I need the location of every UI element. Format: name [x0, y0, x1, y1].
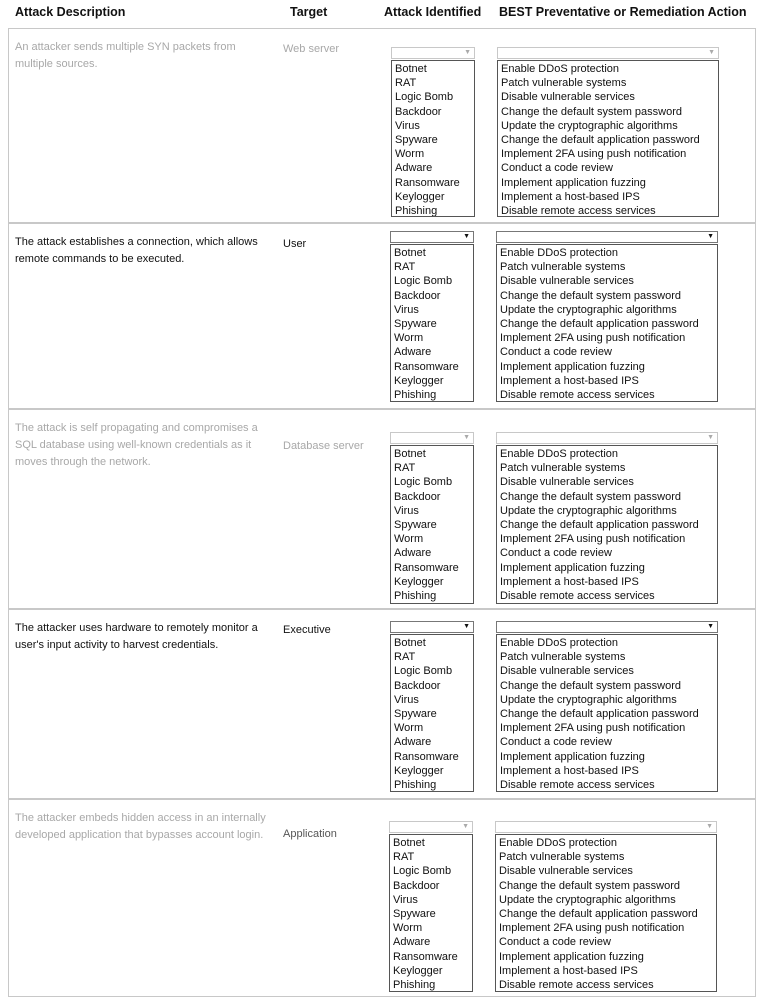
attack-row-application [8, 799, 756, 997]
action-option-disable-services[interactable]: Disable vulnerable services [500, 476, 634, 489]
attack-option-logic-bomb[interactable]: Logic Bomb [393, 865, 452, 878]
attack-option-logic-bomb[interactable]: Logic Bomb [394, 275, 453, 288]
attack-option-botnet[interactable]: Botnet [393, 837, 425, 849]
attack-option-backdoor[interactable]: Backdoor [394, 289, 441, 302]
action-option-app-password[interactable]: Change the default application password [499, 908, 698, 921]
attack-option-worm[interactable]: Worm [394, 533, 424, 546]
action-options-listbox[interactable] [495, 834, 717, 992]
action-option-remote-access[interactable]: Disable remote access services [500, 779, 655, 792]
action-option-2fa[interactable]: Implement 2FA using push notification [500, 533, 686, 546]
attack-option-phishing[interactable]: Phishing [393, 979, 436, 992]
action-option-fuzzing[interactable]: Implement application fuzzing [500, 360, 645, 373]
action-option-app-password[interactable]: Change the default application password [501, 134, 700, 147]
action-option-code-review[interactable]: Conduct a code review [500, 346, 612, 359]
attack-option-logic-bomb[interactable]: Logic Bomb [394, 665, 453, 678]
action-options-listbox[interactable] [496, 244, 718, 402]
action-option-disable-services[interactable]: Disable vulnerable services [500, 275, 634, 288]
attack-row-user [8, 223, 756, 409]
attack-option-botnet[interactable]: Botnet [394, 247, 426, 259]
attack-option-backdoor[interactable]: Backdoor [393, 879, 440, 892]
attack-option-logic-bomb[interactable]: Logic Bomb [395, 91, 454, 104]
action-option-host-ips[interactable]: Implement a host-based IPS [500, 575, 639, 588]
attack-option-botnet[interactable]: Botnet [394, 448, 426, 460]
attack-option-virus[interactable]: Virus [394, 693, 419, 706]
attack-option-rat[interactable]: RAT [395, 77, 417, 90]
attack-option-ransomware[interactable]: Ransomware [394, 750, 459, 763]
action-option-2fa[interactable]: Implement 2FA using push notification [499, 922, 685, 935]
header-target: Target [290, 5, 328, 19]
attack-identified-dropdown[interactable] [389, 821, 473, 833]
table-header [0, 0, 765, 28]
attack-option-adware[interactable]: Adware [393, 936, 431, 949]
action-option-patch[interactable]: Patch vulnerable systems [499, 851, 625, 864]
action-option-ddos[interactable]: Enable DDoS protection [499, 837, 618, 849]
attack-target: Database server [283, 440, 364, 452]
best-action-dropdown[interactable] [496, 621, 718, 633]
action-option-ddos[interactable]: Enable DDoS protection [500, 247, 619, 259]
attack-description: The attack is self propagating and compromises a SQL database using well-known credentials as it moves through the network. [15, 422, 258, 468]
attack-target: Web server [283, 43, 340, 55]
action-options-listbox[interactable] [496, 445, 718, 604]
attack-identified-dropdown[interactable] [391, 47, 475, 59]
action-option-ddos[interactable]: Enable DDoS protection [500, 637, 619, 649]
action-option-system-password[interactable]: Change the default system password [499, 879, 680, 892]
attack-option-adware[interactable]: Adware [394, 736, 432, 749]
attack-options-listbox[interactable] [390, 445, 474, 604]
action-option-disable-services[interactable]: Disable vulnerable services [499, 865, 633, 878]
attack-option-adware[interactable]: Adware [395, 162, 433, 175]
attack-option-rat[interactable]: RAT [394, 462, 416, 475]
attack-row-executive [8, 609, 756, 799]
action-option-2fa[interactable]: Implement 2FA using push notification [501, 148, 687, 161]
attack-option-keylogger[interactable]: Keylogger [393, 964, 443, 977]
attack-option-spyware[interactable]: Spyware [393, 908, 436, 921]
action-option-ddos[interactable]: Enable DDoS protection [500, 448, 619, 460]
action-option-patch[interactable]: Patch vulnerable systems [501, 77, 627, 90]
attack-option-spyware[interactable]: Spyware [394, 708, 437, 721]
attack-target: Executive [283, 624, 331, 636]
attack-option-spyware[interactable]: Spyware [395, 134, 438, 147]
action-option-system-password[interactable]: Change the default system password [500, 490, 681, 503]
action-option-crypto[interactable]: Update the cryptographic algorithms [499, 893, 676, 906]
action-option-disable-services[interactable]: Disable vulnerable services [501, 91, 635, 104]
attack-option-keylogger[interactable]: Keylogger [394, 575, 444, 588]
attack-option-spyware[interactable]: Spyware [394, 519, 437, 532]
attack-option-rat[interactable]: RAT [394, 261, 416, 274]
attack-option-phishing[interactable]: Phishing [394, 389, 437, 402]
attack-option-keylogger[interactable]: Keylogger [394, 374, 444, 387]
action-option-patch[interactable]: Patch vulnerable systems [500, 261, 626, 274]
action-option-app-password[interactable]: Change the default application password [500, 519, 699, 532]
attack-identified-dropdown[interactable] [390, 621, 474, 633]
attack-option-virus[interactable]: Virus [395, 119, 420, 132]
attack-option-keylogger[interactable]: Keylogger [395, 190, 445, 203]
chevron-down-icon: ▼ [464, 49, 471, 56]
action-option-crypto[interactable]: Update the cryptographic algorithms [500, 504, 677, 517]
attack-option-rat[interactable]: RAT [393, 851, 415, 864]
attack-option-botnet[interactable]: Botnet [394, 637, 426, 649]
action-option-system-password[interactable]: Change the default system password [500, 289, 681, 302]
action-option-fuzzing[interactable]: Implement application fuzzing [501, 176, 646, 189]
action-option-crypto[interactable]: Update the cryptographic algorithms [501, 119, 678, 132]
action-option-code-review[interactable]: Conduct a code review [501, 162, 613, 175]
action-option-app-password[interactable]: Change the default application password [500, 318, 699, 331]
action-option-remote-access[interactable]: Disable remote access services [500, 389, 655, 402]
attack-option-ransomware[interactable]: Ransomware [394, 360, 459, 373]
action-option-code-review[interactable]: Conduct a code review [500, 736, 612, 749]
action-option-crypto[interactable]: Update the cryptographic algorithms [500, 303, 677, 316]
attack-option-phishing[interactable]: Phishing [394, 779, 437, 792]
best-action-dropdown[interactable] [496, 231, 718, 243]
action-options-listbox[interactable] [497, 60, 719, 217]
action-option-host-ips[interactable]: Implement a host-based IPS [500, 374, 639, 387]
action-option-ddos[interactable]: Enable DDoS protection [501, 63, 620, 75]
attack-option-phishing[interactable]: Phishing [395, 205, 438, 217]
chevron-down-icon: ▼ [708, 49, 715, 56]
attack-description: An attacker sends multiple SYN packets from multiple sources. [15, 41, 236, 70]
action-option-app-password[interactable]: Change the default application password [500, 708, 699, 721]
action-option-patch[interactable]: Patch vulnerable systems [500, 651, 626, 664]
action-option-fuzzing[interactable]: Implement application fuzzing [499, 950, 644, 963]
chevron-down-icon: ▼ [463, 623, 470, 630]
attack-option-worm[interactable]: Worm [394, 332, 424, 345]
header-attack-description: Attack Description [15, 5, 126, 19]
chevron-down-icon: ▼ [707, 434, 714, 441]
attack-row-database-server [8, 409, 756, 609]
chevron-down-icon: ▼ [462, 823, 469, 830]
best-action-dropdown[interactable] [496, 432, 718, 444]
attack-option-ransomware[interactable]: Ransomware [393, 950, 458, 963]
action-option-2fa[interactable]: Implement 2FA using push notification [500, 722, 686, 735]
header-best-action: BEST Preventative or Remediation Action [499, 5, 747, 19]
action-option-code-review[interactable]: Conduct a code review [500, 547, 612, 560]
attack-identified-dropdown[interactable] [390, 231, 474, 243]
attack-option-phishing[interactable]: Phishing [394, 590, 437, 603]
action-option-host-ips[interactable]: Implement a host-based IPS [501, 190, 640, 203]
header-attack-identified: Attack Identified [384, 5, 482, 19]
action-option-remote-access[interactable]: Disable remote access services [500, 590, 655, 603]
attack-options-listbox[interactable] [390, 244, 474, 402]
action-option-crypto[interactable]: Update the cryptographic algorithms [500, 693, 677, 706]
attack-option-adware[interactable]: Adware [394, 547, 432, 560]
attack-option-adware[interactable]: Adware [394, 346, 432, 359]
attack-option-botnet[interactable]: Botnet [395, 63, 427, 75]
attack-target: Application [283, 828, 337, 840]
attack-row-web-server [8, 28, 756, 223]
attack-option-virus[interactable]: Virus [394, 303, 419, 316]
action-option-host-ips[interactable]: Implement a host-based IPS [499, 964, 638, 977]
attack-option-virus[interactable]: Virus [394, 504, 419, 517]
attack-options-listbox[interactable] [389, 834, 473, 992]
action-option-fuzzing[interactable]: Implement application fuzzing [500, 750, 645, 763]
action-option-2fa[interactable]: Implement 2FA using push notification [500, 332, 686, 345]
attack-option-ransomware[interactable]: Ransomware [394, 561, 459, 574]
action-option-system-password[interactable]: Change the default system password [500, 679, 681, 692]
action-options-listbox[interactable] [496, 634, 718, 792]
action-option-host-ips[interactable]: Implement a host-based IPS [500, 764, 639, 777]
attack-description: The attacker uses hardware to remotely monitor a user's input activity to harvest credentials. [15, 622, 258, 651]
best-action-dropdown[interactable] [495, 821, 717, 833]
attack-option-keylogger[interactable]: Keylogger [394, 764, 444, 777]
attack-option-logic-bomb[interactable]: Logic Bomb [394, 476, 453, 489]
attack-identified-dropdown[interactable] [390, 432, 474, 444]
action-option-fuzzing[interactable]: Implement application fuzzing [500, 561, 645, 574]
attack-option-virus[interactable]: Virus [393, 893, 418, 906]
attack-option-backdoor[interactable]: Backdoor [394, 490, 441, 503]
best-action-dropdown[interactable] [497, 47, 719, 59]
attack-target: User [283, 238, 307, 250]
attack-option-rat[interactable]: RAT [394, 651, 416, 664]
attack-options-listbox[interactable] [390, 634, 474, 792]
chevron-down-icon: ▼ [463, 233, 470, 240]
action-option-code-review[interactable]: Conduct a code review [499, 936, 611, 949]
attack-description: The attack establishes a connection, which allows remote commands to be executed. [15, 236, 258, 265]
action-option-system-password[interactable]: Change the default system password [501, 105, 682, 118]
attack-option-worm[interactable]: Worm [395, 148, 425, 161]
attack-option-spyware[interactable]: Spyware [394, 318, 437, 331]
chevron-down-icon: ▼ [707, 233, 714, 240]
attack-option-worm[interactable]: Worm [394, 722, 424, 735]
attack-option-backdoor[interactable]: Backdoor [395, 105, 442, 118]
attack-option-ransomware[interactable]: Ransomware [395, 176, 460, 189]
attack-option-worm[interactable]: Worm [393, 922, 423, 935]
action-option-patch[interactable]: Patch vulnerable systems [500, 462, 626, 475]
action-option-disable-services[interactable]: Disable vulnerable services [500, 665, 634, 678]
chevron-down-icon: ▼ [706, 823, 713, 830]
action-option-remote-access[interactable]: Disable remote access services [499, 979, 654, 992]
chevron-down-icon: ▼ [463, 434, 470, 441]
attack-options-listbox[interactable] [391, 60, 475, 217]
attack-description: The attacker embeds hidden access in an internally developed application that bypasses account login. [15, 812, 266, 841]
action-option-remote-access[interactable]: Disable remote access services [501, 205, 656, 217]
chevron-down-icon: ▼ [707, 623, 714, 630]
attack-option-backdoor[interactable]: Backdoor [394, 679, 441, 692]
